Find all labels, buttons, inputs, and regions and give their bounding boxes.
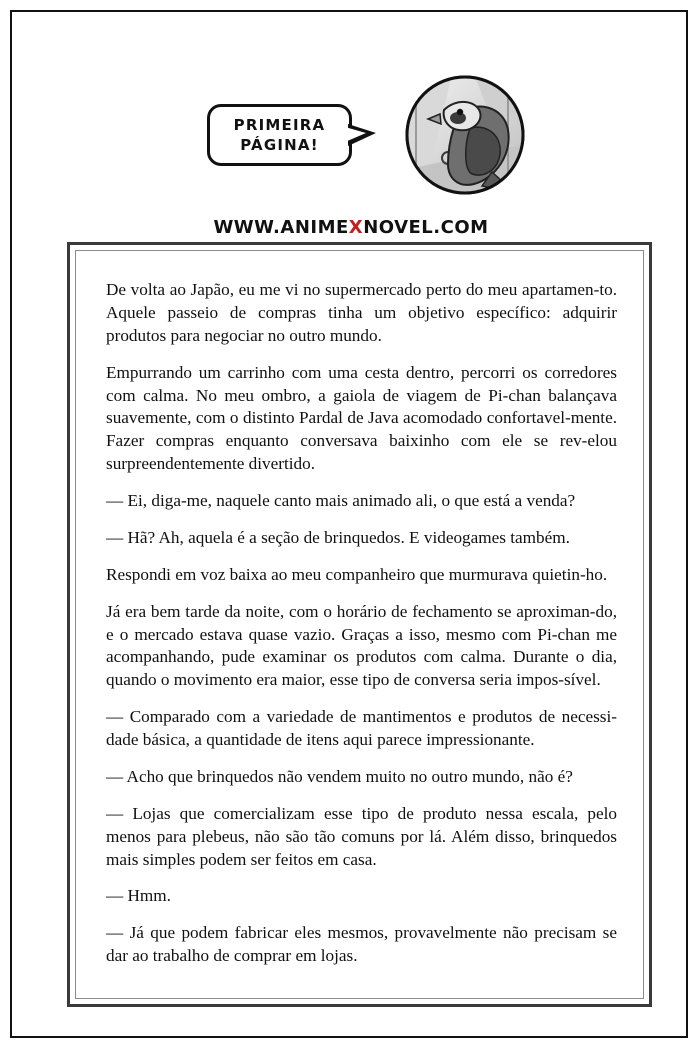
bubble-line-1: PRIMEIRA xyxy=(233,115,326,134)
paragraph: — Hã? Ah, aquela é a seção de brinquedos. E videogames também. xyxy=(106,527,570,547)
paragraph: — Hmm. xyxy=(106,886,171,906)
paragraph: Respondi em voz baixa ao meu companheiro que murmurava quietin-ho. xyxy=(106,564,608,584)
speech-bubble xyxy=(207,104,352,166)
paragraph: — Lojas que comercializam esse tipo de produto nessa escala, pelo menos para plebeus, não são tão comuns por lá. Além disso, brinquedos mais simples podem ser feitos em casa. xyxy=(106,803,617,869)
site-url xyxy=(12,217,690,238)
bubble-line-2: PÁGINA! xyxy=(240,136,319,154)
paragraph: Já era bem tarde da noite, com o horário de fechamento se aproximan-do, e o mercado estava quase vazio. Graças a isso, mesmo com Pi-chan me acompanhando, pude examinar os produtos com calma. Durante o dia, quando o movimento era maior, esse tipo de conversa seria impos-sível. xyxy=(106,601,617,690)
paragraph: — Comparado com a variedade de mantimentos e produtos de necessi-dade básica, a quantidade de itens aqui parece impressionante. xyxy=(106,707,617,749)
site-url-suffix: NOVEL.COM xyxy=(363,217,489,238)
paragraph: De volta ao Japão, eu me vi no supermercado perto do meu apartamen-to. Aquele passeio de compras tinha um objetivo específico: adquirir produtos para negociar no outro mundo. xyxy=(106,280,617,345)
story-text-panel xyxy=(67,242,652,1007)
story-text-body xyxy=(75,250,644,999)
site-url-prefix: WWW.ANIME xyxy=(213,217,349,238)
bird-emblem-icon xyxy=(404,74,526,196)
speech-bubble-tail-fill xyxy=(345,127,366,142)
header xyxy=(12,12,690,238)
paragraph: — Já que podem fabricar eles mesmos, provavelmente não precisam se dar ao trabalho de comprar em lojas. xyxy=(106,923,617,966)
paragraph: — Ei, diga-me, naquele canto mais animado ali, o que está a venda? xyxy=(106,491,576,510)
paragraph: — Acho que brinquedos não vendem muito no outro mundo, não é? xyxy=(106,766,573,786)
site-url-x: X xyxy=(348,217,364,238)
paragraph: Empurrando um carrinho com uma cesta dentro, percorri os corredores com calma. No meu ombro, a gaiola de viagem de Pi-chan balançava suavemente, com o distinto Pardal de Java acomodado confortavel-mente. Fazer compras enquanto conversava baixinho com ele se rev-elou surpreendentemente divertido. xyxy=(106,362,617,474)
page-frame xyxy=(10,10,688,1038)
